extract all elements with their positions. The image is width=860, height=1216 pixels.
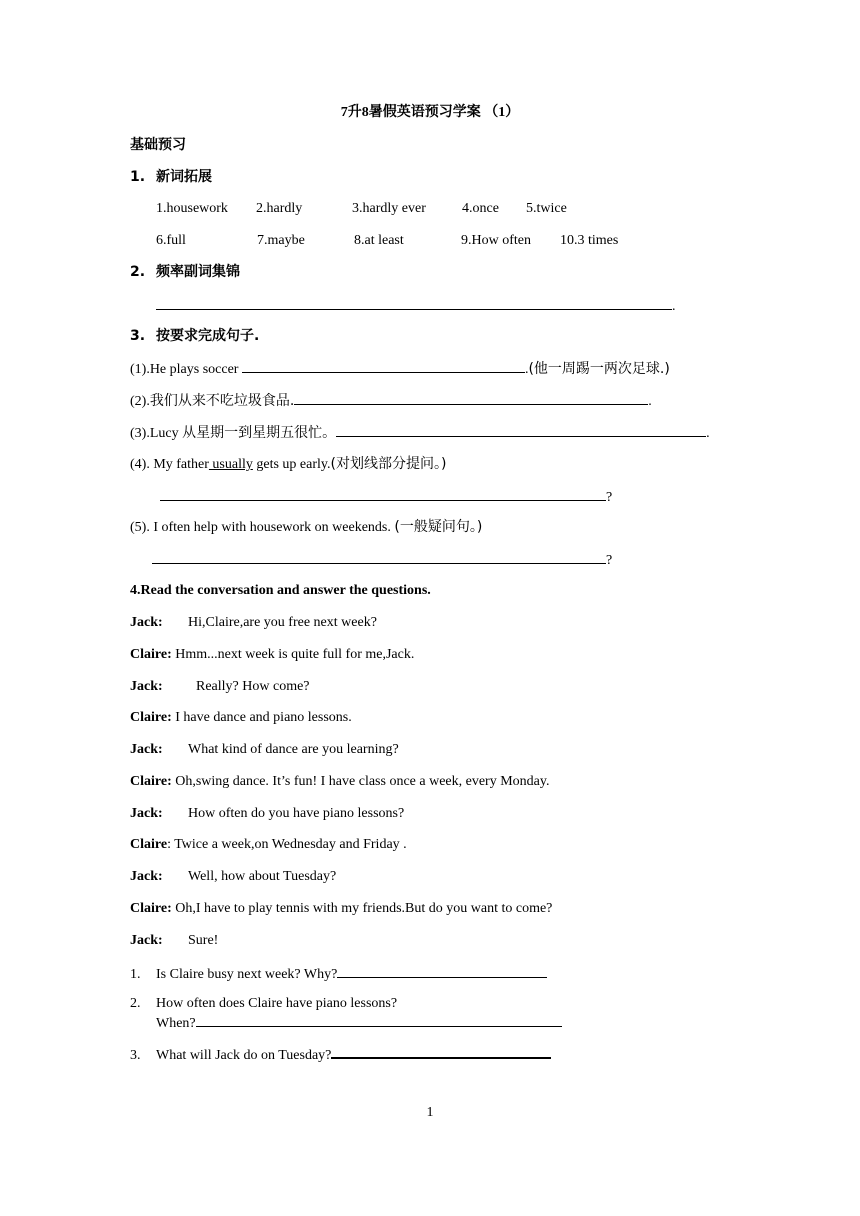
answer-blank[interactable] (160, 487, 606, 501)
question-text: What will Jack do on Tuesday? (156, 1048, 332, 1063)
dialogue-line (130, 741, 399, 759)
answer-blank[interactable] (156, 296, 672, 310)
word-item: 10.3 times (560, 233, 619, 248)
sentence-text: (4). My father (130, 457, 209, 472)
question-text: How often does Claire have piano lessons? (156, 996, 398, 1011)
sentence-text: gets up early. (252, 457, 331, 472)
underlined-word: usually (208, 457, 253, 472)
dialogue-text: Hmm...next week is quite full for me,Jack. (171, 647, 415, 662)
sentence-3 (130, 423, 710, 443)
speaker-name: Claire: (130, 647, 172, 662)
word-row-2 (156, 232, 618, 250)
part2-title: 频率副词集锦 (156, 264, 240, 280)
part2-heading (130, 263, 240, 281)
sentence-text: (3).Lucy (130, 426, 183, 441)
answer-blank[interactable] (337, 964, 547, 978)
dialogue-line (130, 709, 352, 727)
part1-heading (130, 168, 212, 186)
word-item: 1.housework (156, 201, 228, 216)
dialogue-text: Sure! (188, 933, 219, 948)
question-continuation (156, 1013, 562, 1033)
dialogue-line (130, 678, 310, 696)
question-number: 2. (130, 996, 141, 1011)
line-end: . (648, 394, 652, 409)
speaker-name: Jack: (130, 933, 163, 948)
speaker-name: Claire (130, 837, 168, 852)
line-end: ? (606, 490, 613, 505)
sentence-number: (2). (130, 394, 150, 409)
answer-blank[interactable] (152, 550, 606, 564)
question-text: Is Claire busy next week? Why? (156, 967, 338, 982)
sentence-4-answer-line (160, 487, 612, 507)
line-end: ? (606, 553, 613, 568)
question-item (130, 995, 397, 1013)
dialogue-text: Oh,I have to play tennis with my friends.But do you want to come? (171, 901, 553, 916)
line-end: . (706, 426, 710, 441)
question-number: 3. (130, 1048, 141, 1063)
speaker-name: Claire: (130, 710, 172, 725)
sentence-2 (130, 391, 652, 411)
part4-heading: 4.Read the conversation and answer the questions. (130, 583, 431, 598)
sentence-4 (130, 455, 446, 474)
dialogue-text: : Twice a week,on Wednesday and Friday . (167, 837, 407, 852)
page-number: 1 (426, 1105, 434, 1120)
dialogue-text: Well, how about Tuesday? (188, 869, 337, 884)
sentence-1 (130, 359, 670, 379)
sentence-hint: (他一周踢一两次足球.) (528, 361, 670, 377)
part1-title: 新词拓展 (156, 169, 212, 185)
speaker-name: Jack: (130, 806, 163, 821)
dialogue-line (130, 773, 549, 791)
part1-number: 1. (130, 169, 146, 185)
sentence-5 (130, 518, 482, 537)
speaker-name: Jack: (130, 869, 163, 884)
dialogue-line (130, 868, 336, 886)
word-item: 8.at least (354, 233, 404, 248)
dialogue-text: I have dance and piano lessons. (171, 710, 352, 725)
speaker-name: Jack: (130, 615, 163, 630)
dialogue-text: Oh,swing dance. It’s fun! I have class once a week, every Monday. (171, 774, 550, 789)
sentence-text: (1).He plays soccer (130, 362, 242, 377)
question-number: 1. (130, 967, 141, 982)
sentence-hint: (对划线部分提问。) (330, 456, 447, 472)
word-item: 4.once (462, 201, 499, 216)
speaker-name: Jack: (130, 679, 163, 694)
word-item: 5.twice (526, 201, 567, 216)
word-item: 2.hardly (256, 201, 303, 216)
part3-heading (130, 327, 259, 345)
dialogue-text: Hi,Claire,are you free next week? (188, 615, 377, 630)
answer-blank[interactable] (294, 391, 648, 405)
line-end: . (672, 299, 676, 314)
page-title: 7升8暑假英语预习学案 （1） (340, 105, 520, 120)
answer-blank[interactable] (331, 1044, 551, 1059)
line-end: . (524, 362, 529, 377)
word-item: 9.How often (461, 233, 531, 248)
speaker-name: Claire: (130, 774, 172, 789)
part3-title: 按要求完成句子. (156, 328, 260, 344)
dialogue-text: What kind of dance are you learning? (188, 742, 399, 757)
dialogue-line (130, 900, 552, 918)
answer-blank[interactable] (336, 423, 706, 437)
dialogue-line (130, 646, 414, 664)
question-item (130, 964, 547, 984)
dialogue-text: How often do you have piano lessons? (188, 806, 405, 821)
word-item: 7.maybe (257, 233, 305, 248)
word-item: 3.hardly ever (352, 201, 426, 216)
speaker-name: Jack: (130, 742, 163, 757)
dialogue-text: Really? How come? (196, 679, 310, 694)
sentence-text: (5). I often help with housework on weekends. (130, 520, 395, 535)
dialogue-line (130, 836, 407, 854)
section-heading: 基础预习 (130, 137, 186, 153)
sentence-text-zh: 从星期一到星期五很忙。 (182, 425, 337, 441)
speaker-name: Claire: (130, 901, 172, 916)
dialogue-line (130, 614, 377, 632)
question-item (130, 1044, 551, 1065)
sentence-hint: (一般疑问句。) (394, 519, 483, 535)
part3-number: 3. (130, 328, 146, 344)
sentence-5-answer-line (152, 550, 612, 570)
dialogue-line (130, 932, 218, 950)
question-text: When? (156, 1016, 196, 1031)
part2-number: 2. (130, 264, 146, 280)
answer-blank[interactable] (196, 1013, 562, 1027)
dialogue-line (130, 805, 404, 823)
part2-answer-line (156, 296, 676, 316)
word-row-1 (156, 200, 567, 218)
sentence-text: 我们从来不吃垃圾食品. (149, 393, 295, 409)
answer-blank[interactable] (242, 359, 525, 373)
word-item: 6.full (156, 233, 186, 248)
